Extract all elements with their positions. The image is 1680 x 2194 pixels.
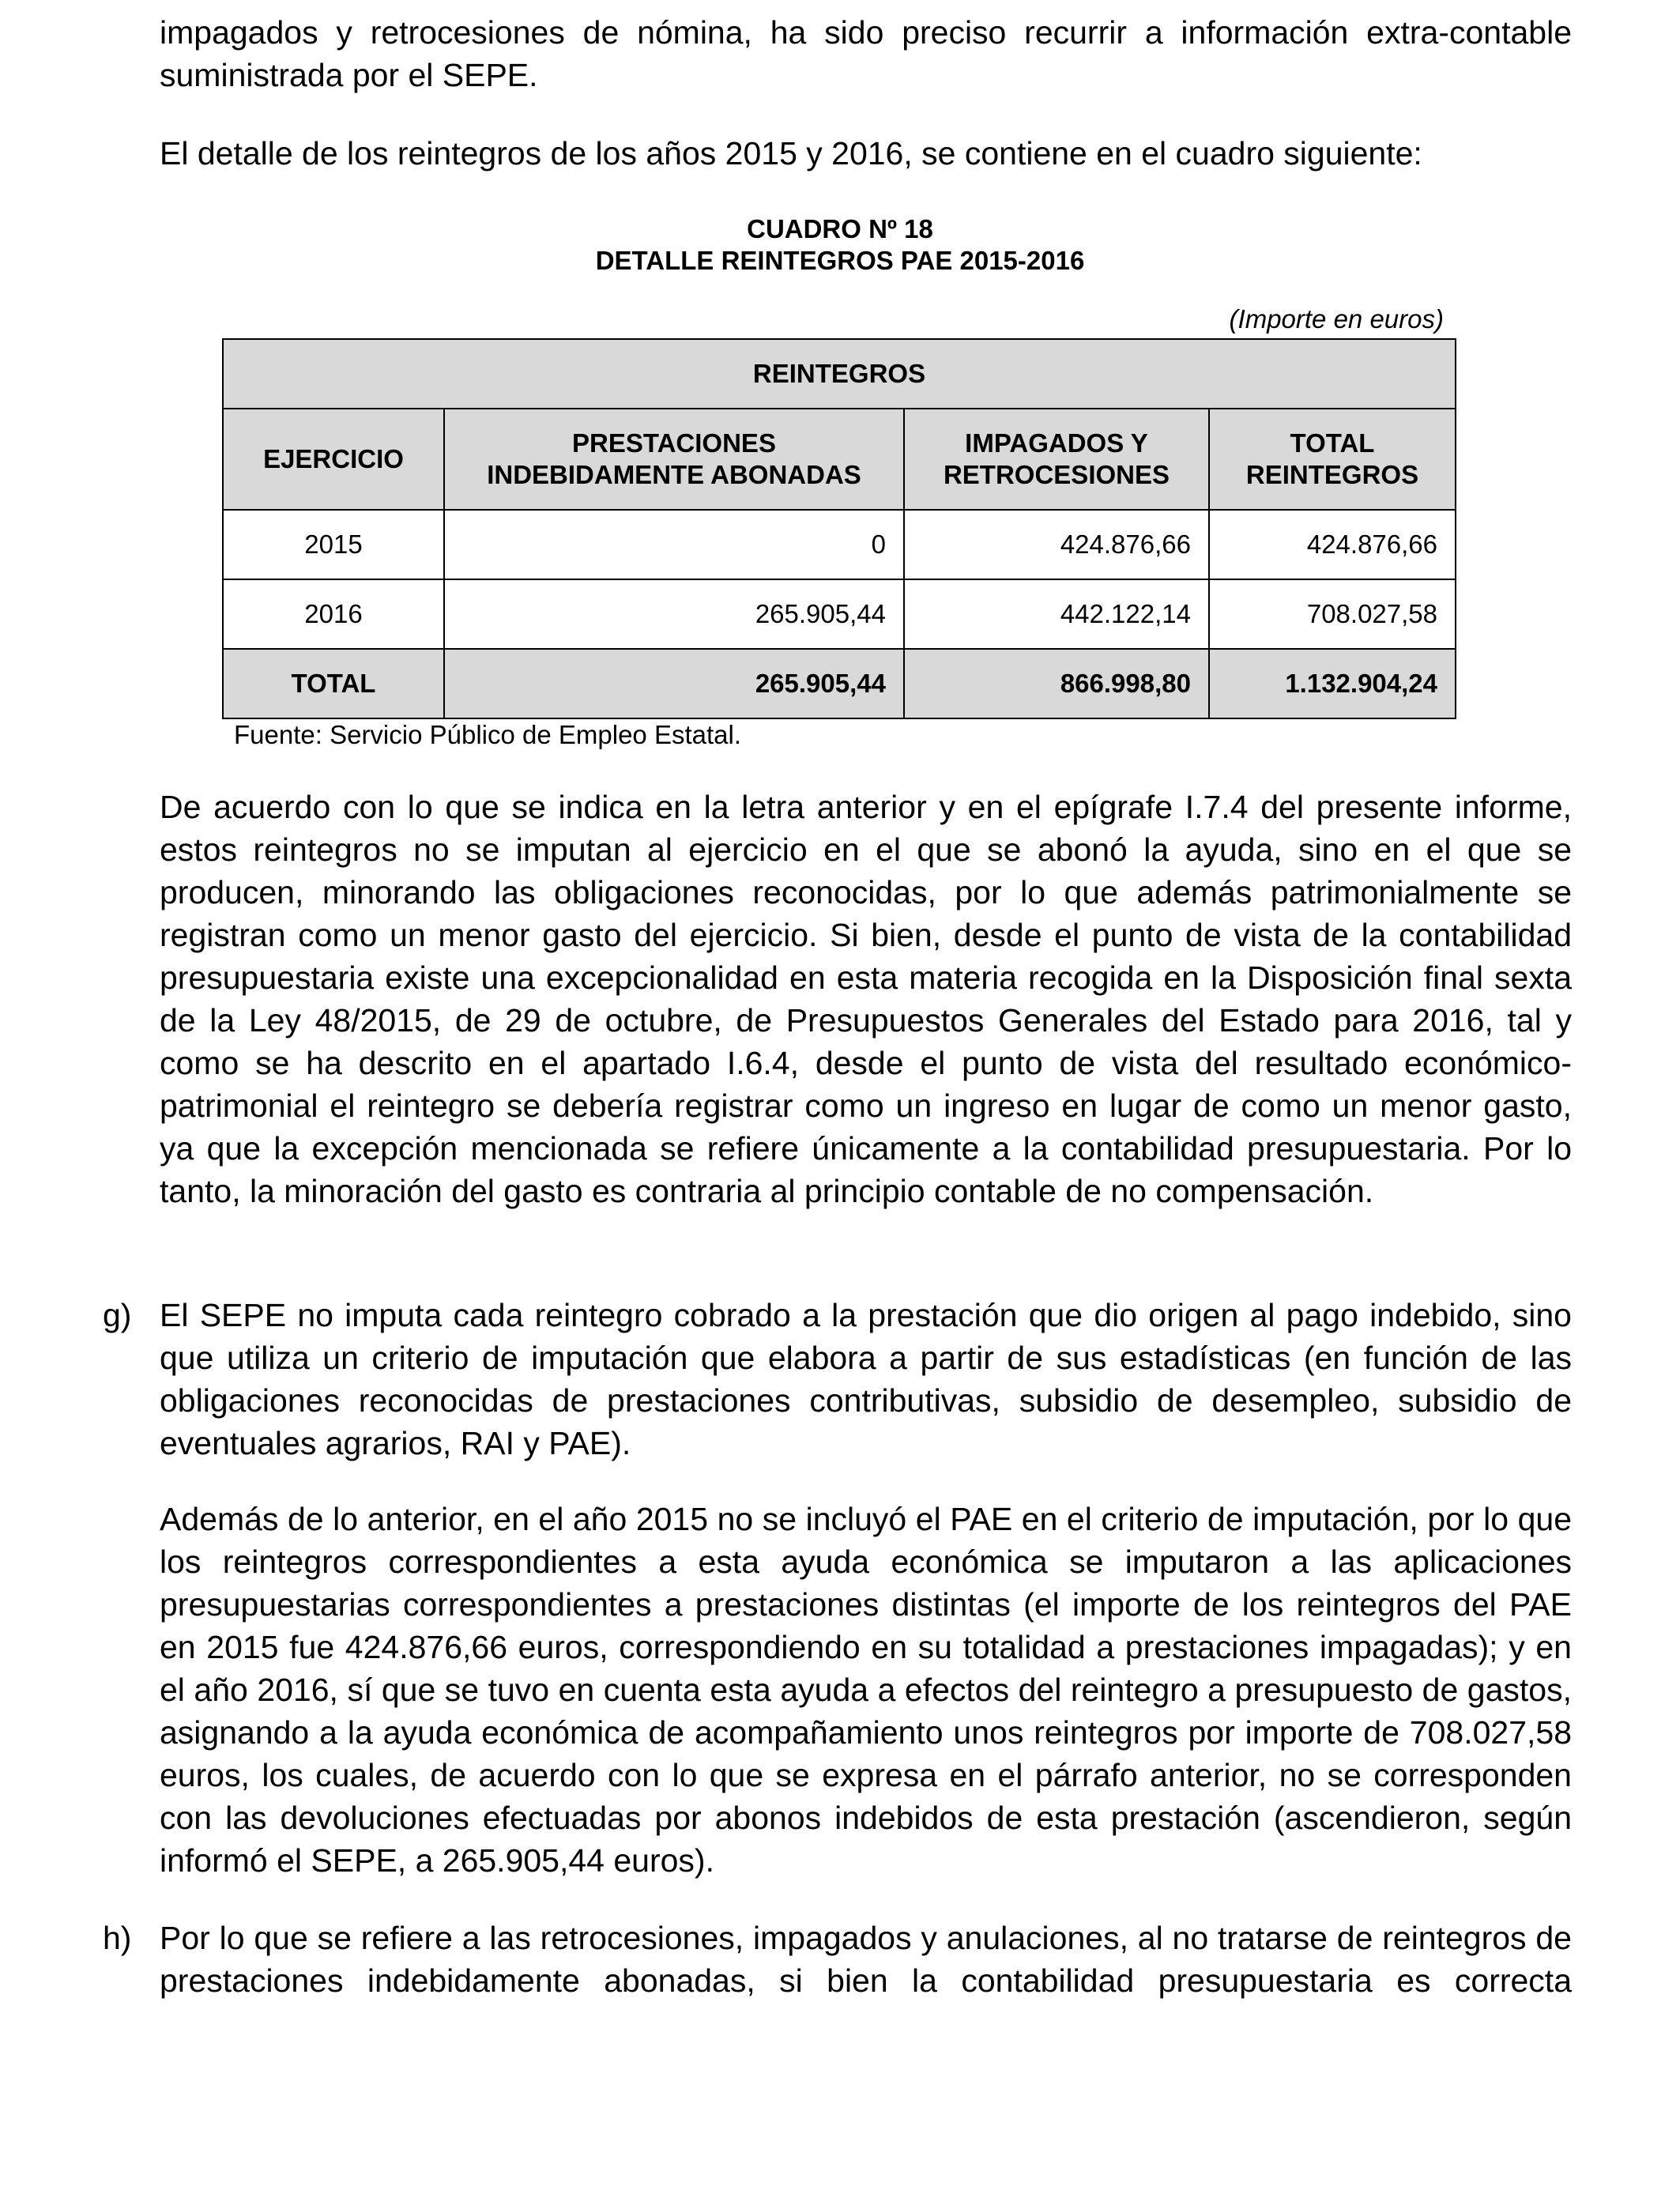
cell-ejercicio: 2016 — [223, 579, 444, 649]
total-label: TOTAL — [223, 649, 444, 718]
table-column-header-row — [223, 409, 1456, 510]
total-reintegros: 1.132.904,24 — [1209, 649, 1456, 718]
table-lead-in: El detalle de los reintegros de los años 2015 y 2016, se contiene en el cuadro siguiente: — [160, 135, 1422, 172]
table-row — [223, 510, 1456, 579]
col-header-impagados: IMPAGADOS Y RETROCESIONES — [904, 409, 1209, 510]
list-marker-g: g) — [103, 1297, 132, 1333]
cell-total: 708.027,58 — [1209, 579, 1456, 649]
cell-prestaciones: 265.905,44 — [444, 579, 904, 649]
reintegros-table — [222, 338, 1456, 719]
table-caption-title: DETALLE REINTEGROS PAE 2015-2016 — [595, 246, 1085, 275]
total-impagados: 866.998,80 — [904, 649, 1209, 718]
cell-total: 424.876,66 — [1209, 510, 1456, 579]
table-caption-number: CUADRO Nº 18 — [747, 214, 933, 243]
item-g-paragraph: El SEPE no imputa cada reintegro cobrado a la prestación que dio origen al pago indebido, sino que utiliza un criterio de imputación que elabora a partir de sus estadísticas (en función de las obligaciones reconocidas de prestaciones contributivas, subsidio de desempleo, subsidio de eventuales agrarios, RAI y PAE). — [160, 1297, 1572, 1461]
continued-paragraph: impagados y retrocesiones de nómina, ha sido preciso recurrir a información extra-contable suministrada por el SEPE. — [160, 14, 1572, 93]
cell-impagados: 442.122,14 — [904, 579, 1209, 649]
cell-prestaciones: 0 — [444, 510, 904, 579]
body-paragraph-2: Además de lo anterior, en el año 2015 no se incluyó el PAE en el criterio de imputación, por lo que los reintegros correspondientes a esta ayuda económica se imputaron a las aplicaciones presupuestarias correspondientes a prestaciones distintas (el importe de los reintegros del PAE en 2015 fue 424.876,66 euros, correspondiendo en su totalidad a prestaciones impagadas); y en el año 2016, sí que se tuvo en cuenta esta ayuda a efectos del reintegro a presupuesto de gastos, asignando a la ayuda económica de acompañamiento unos reintegros por importe de 708.027,58 euros, los cuales, de acuerdo con lo que se expresa en el párrafo anterior, no se corresponden con las devoluciones efectuadas por abonos indebidos de esta prestación (ascendieron, según informó el SEPE, a 265.905,44 euros). — [160, 1501, 1572, 1879]
col-header-prestaciones: PRESTACIONES INDEBIDAMENTE ABONADAS — [444, 409, 904, 510]
table-source: Fuente: Servicio Público de Empleo Estatal. — [234, 720, 742, 749]
item-h-paragraph: Por lo que se refiere a las retrocesiones, impagados y anulaciones, al no tratarse de reintegros de prestaciones indebidamente abonadas, si bien la contabilidad presupuestaria es correcta — [160, 1920, 1572, 1999]
cell-ejercicio: 2015 — [223, 510, 444, 579]
units-note: (Importe en euros) — [1229, 304, 1444, 334]
list-marker-h: h) — [103, 1920, 132, 1956]
col-header-ejercicio: EJERCICIO — [223, 409, 444, 510]
table-total-row — [223, 649, 1456, 718]
cell-impagados: 424.876,66 — [904, 510, 1209, 579]
table-group-header-row — [223, 339, 1456, 409]
table-row — [223, 579, 1456, 649]
total-prestaciones: 265.905,44 — [444, 649, 904, 718]
col-header-total: TOTAL REINTEGROS — [1209, 409, 1456, 510]
group-header-reintegros: REINTEGROS — [223, 339, 1456, 409]
body-paragraph-1: De acuerdo con lo que se indica en la letra anterior y en el epígrafe I.7.4 del presente informe, estos reintegros no se imputan al ejercicio en el que se abonó la ayuda, sino en el que se producen, minorando las obligaciones reconocidas, por lo que además patrimonialmente se registran como un menor gasto del ejercicio. Si bien, desde el punto de vista de la contabilidad presupuestaria existe una excepcionalidad en esta materia recogida en la Disposición final sexta de la Ley 48/2015, de 29 de octubre, de Presupuestos Generales del Estado para 2016, tal y como se ha descrito en el apartado I.6.4, desde el punto de vista del resultado económico-patrimonial el reintegro se debería registrar como un ingreso en lugar de como un menor gasto, ya que la excepción mencionada se refiere únicamente a la contabilidad presupuestaria. Por lo tanto, la minoración del gasto es contraria al principio contable de no compensación. — [160, 789, 1572, 1209]
